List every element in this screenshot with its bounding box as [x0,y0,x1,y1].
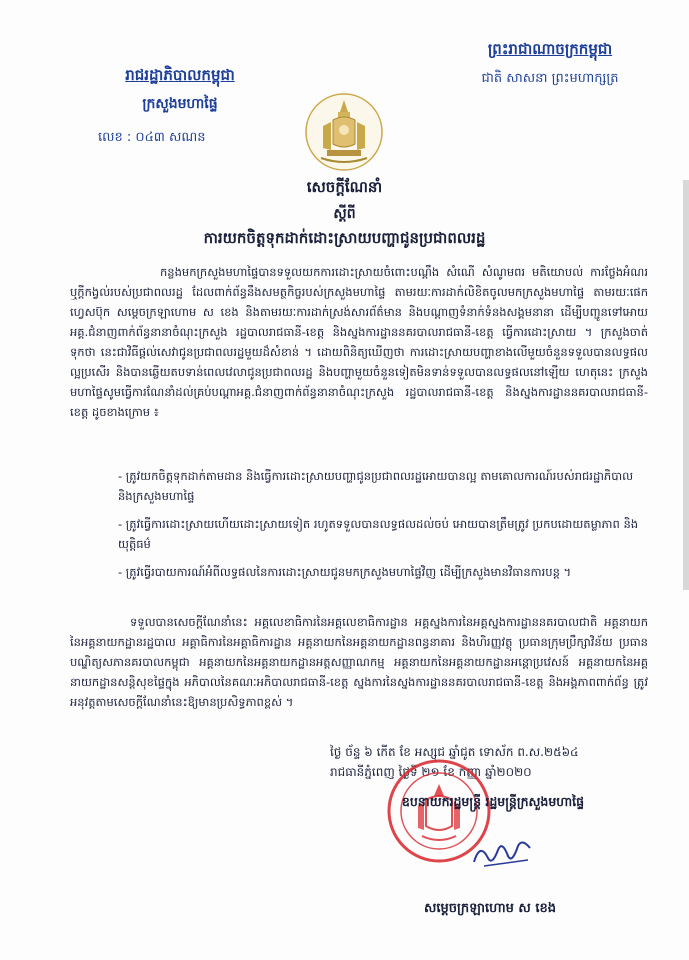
instruction-item-2: - ត្រូវធ្វើការដោះស្រាយហើយដោះស្រាយទៀត រហូតទទួលបានលទ្ធផលដល់ចប់ អោយបានត្រឹមត្រូវ ប្រកបដោយតម្លាភាព និងយុត្តិធម៌ [118,517,639,551]
issuer-header [90,66,270,148]
lunar-date: ថ្ងៃ ច័ន្ទ ៦ កើត ខែ អស្សុជ ឆ្នាំជូត ទោស័ក ព.ស.២៥៦៤ [330,745,579,759]
body-paragraph-2: ទទួលបានសេចក្តីណែនាំនេះ អគ្គលេខាធិការនៃអគ្គលេខាធិការដ្ឋាន អគ្គស្នងការនៃអគ្គស្នងការដ្ឋាននគរបាលជាតិ អគ្គនាយកនៃអគ្គនាយកដ្ឋានរដ្ឋបាល អគ្គាធិការនៃអគ្គាធិការដ្ឋាន អគ្គនាយកនៃអគ្គនាយកដ្ឋានពន្ធនាគារ និងហិរញ្ញវត្ថុ ប្រធានក្រុមប្រឹក្សាវិន័យ ប្រធានបណ្ឌិត្យសភានគរបាលកម្ពុជា អគ្គនាយកនៃអគ្គនាយកដ្ឋានអត្តសញ្ញាណកម្ម អគ្គនាយកនៃអគ្គនាយកដ្ឋានអន្តោប្រវេសន៍ អគ្គនាយកនៃអគ្គនាយកដ្ឋានសន្តិសុខផ្ទៃក្នុង អភិបាលនៃគណៈអភិបាលរាជធានី-ខេត្ត ស្នងការនៃស្នងការដ្ឋាននគរបាលរាជធានី-ខេត្ត និងអង្គភាពពាក់ព័ន្ធ ត្រូវអនុវត្តតាមសេចក្តីណែនាំនេះឱ្យមានប្រសិទ្ធភាពខ្ពស់ ។ [70,615,648,709]
royal-emblem-icon [303,92,385,172]
document-title-block [0,178,689,251]
signatory-name: សម្តេចក្រឡាហោម ស ខេង [424,901,556,916]
signatory-position: ឧបនាយករដ្ឋមន្ត្រី រដ្ឋមន្ត្រីក្រសួងមហាផ្ទៃ [401,794,585,809]
kingdom-header [455,40,645,89]
document-subject-prefix: ស្តីពី [333,206,356,222]
document-title: សេចក្តីណែនាំ [306,178,383,196]
kingdom-name: ព្រះរាជាណាចក្រកម្ពុជា [487,40,613,58]
ministry-name: ក្រសួងមហាផ្ទៃ [142,96,218,112]
instruction-item-3: - ត្រូវធ្វើរបាយការណ៍អំពីលទ្ធផលនៃការដោះស្រាយជូនមកក្រសួងមហាផ្ទៃវិញ ដើម្បីក្រសួងមានវិធានការបន្ត ។ [118,565,572,579]
document-subject: ការយកចិត្តទុកដាក់ដោះស្រាយបញ្ហាជូនប្រជាពលរដ្ឋ [203,229,486,247]
government-name: រាជរដ្ឋាភិបាលកម្ពុជា [125,66,235,84]
solar-date: រាជធានីភ្នំពេញ ថ្ងៃទី ២១ ខែ កញ្ញា ឆ្នាំ២០២០ [330,765,532,779]
body-paragraph-1: កន្លងមកក្រសួងមហាផ្ទៃបានទទួលយកការដោះស្រាយចំពោះបណ្តឹង សំណើ សំណូមពរ មតិយោបល់ ការថ្លែងអំណរ ឬក្តីកង្វល់របស់ប្រជាពលរដ្ឋ ដែលពាក់ព័ន្ធនឹងសមត្ថកិច្ចរបស់ក្រសួងមហាផ្ទៃ តាមរយៈការដាក់លិខិតចូលមកក្រសួងមហាផ្ទៃ តាមរយៈផេកហ្វេសប៊ុក សម្តេចក្រឡាហោម ស ខេង និងតាមរយៈការដាក់ស្រង់សារព័ត៌មាន និងបណ្តាញទំនាក់ទំនងសង្គមនានា ដើម្បីបញ្ជូនទៅអោយអគ្គ.ជំនាញពាក់ព័ន្ធនានាចំណុះក្រសួង រដ្ឋបាលរាជធានី-ខេត្ត និងស្នងការដ្ឋាននគរបាលរាជធានី-ខេត្ត ធ្វើការដោះស្រាយ ។ ក្រសួងចាត់ទុកថា នេះជាវិធីផ្តល់សេវាជូនប្រជាពលរដ្ឋមួយដ៏សំខាន់ ។ ដោយពិនិត្យឃើញថា ការដោះស្រាយបញ្ហាខាងលើមួយចំនួនទទួលបានលទ្ធផលល្អប្រសើរ និងបានឆ្លើយតបទាន់ពេលវេលាជូនប្រជាពលរដ្ឋ និងបញ្ហាមួយចំនួនទៀតមិនទាន់ទទួលបានលទ្ធផលនៅឡើយ ហេតុនេះ ក្រសួងមហាផ្ទៃសូមធ្វើការណែនាំដល់គ្រប់បណ្តាអគ្គ.ជំនាញពាក់ព័ន្ធនានាចំណុះក្រសួង រដ្ឋបាលរាជធានី-ខេត្ត និងស្នងការដ្ឋាននគរបាលរាជធានី-ខេត្ត ដូចខាងក្រោម ៖ [70,265,648,419]
reference-number: លេខ : ០៤៣ សណន [98,130,206,145]
instruction-item-1: - ត្រូវយកចិត្តទុកដាក់តាមដាន និងធ្វើការដោះស្រាយបញ្ហាជូនប្រជាពលរដ្ឋអោយបានល្អ តាមគោលការណ៍របស់រាជរដ្ឋាភិបាល និងក្រសួងមហាផ្ទៃ [118,469,634,503]
national-motto: ជាតិ សាសនា ព្រះមហាក្សត្រ [481,71,619,86]
handwritten-signature-icon [470,832,540,872]
